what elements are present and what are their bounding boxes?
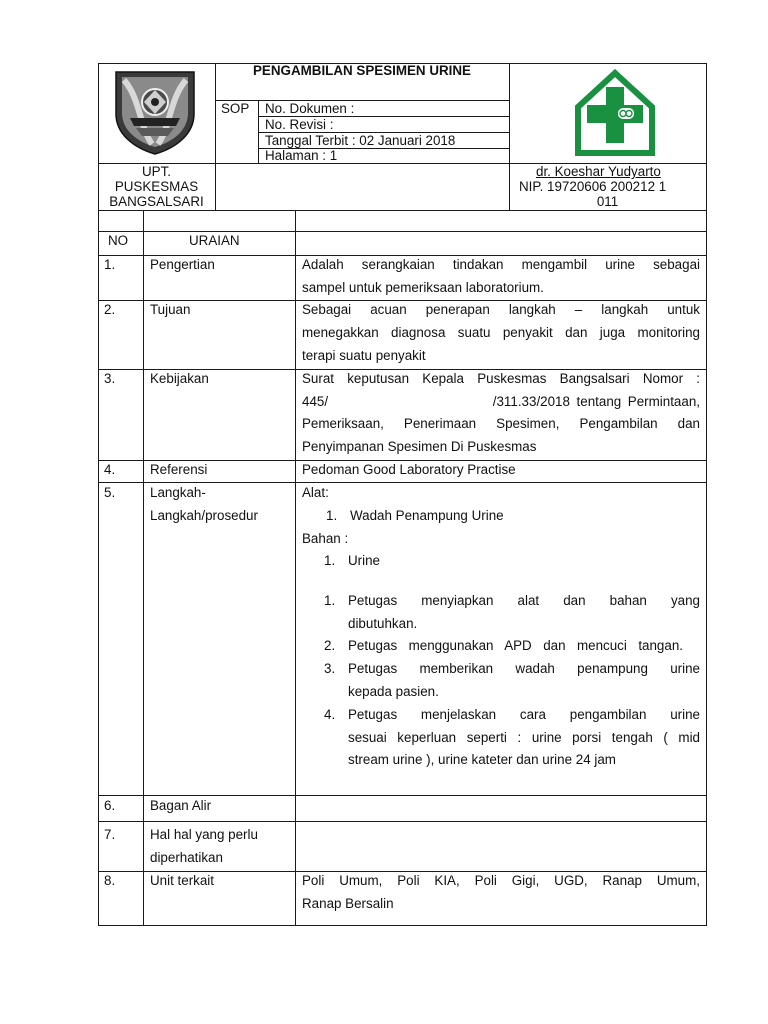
bahan-label: Bahan :	[302, 531, 349, 546]
row-label: Kebijakan	[150, 371, 209, 386]
no-dokumen-field: No. Dokumen :	[265, 101, 355, 116]
row-text-line: Surat keputusan Kepala Puskesmas Bangsalsari Nomor :	[302, 371, 700, 386]
signer-name: dr. Koeshar Yudyarto	[536, 164, 661, 179]
row-label: Referensi	[150, 462, 208, 477]
row-text-line: Ranap Bersalin	[302, 896, 394, 911]
alat-item: Wadah Penampung Urine	[350, 508, 504, 523]
no-revisi-field: No. Revisi :	[265, 117, 334, 132]
sop-label: SOP	[221, 101, 250, 116]
step-text: Petugas menjelaskan cara pengambilan urine	[348, 707, 700, 722]
row-text-line: Adalah serangkaian tindakan mengambil urine sebagai	[302, 257, 700, 272]
row-number: 5.	[104, 485, 116, 500]
step-text: Petugas memberikan wadah penampung urine	[348, 661, 700, 676]
signer-nip-cont: 011	[596, 194, 619, 209]
document-title: PENGAMBILAN SPESIMEN URINE	[253, 63, 471, 78]
row-label: Unit terkait	[150, 873, 214, 888]
org-name-line3: BANGSALSARI	[109, 194, 204, 209]
step-text: sesuai keperluan seperti : urine porsi tengah ( mid	[348, 730, 700, 745]
row-text-line: Sebagai acuan penerapan langkah – langkah untuk	[302, 302, 700, 317]
row-label: Bagan Alir	[150, 798, 212, 813]
alat-item-number: 1.	[326, 508, 338, 523]
org-name-line1: UPT.	[141, 164, 172, 179]
row-text-line: Pedoman Good Laboratory Practise	[302, 462, 516, 477]
tanggal-terbit-field: Tanggal Terbit : 02 Januari 2018	[265, 133, 456, 148]
row-number: 1.	[104, 257, 116, 272]
row-number: 4.	[104, 462, 116, 477]
row-number: 2.	[104, 302, 116, 317]
row-text-line: 445/ /311.33/2018 tentang Permintaan,	[302, 394, 700, 409]
row-label: Pengertian	[150, 257, 215, 272]
row-label: Tujuan	[150, 302, 191, 317]
col-header-no: NO	[108, 233, 129, 248]
row-number: 8.	[104, 873, 116, 888]
row-label: Langkah-	[150, 485, 206, 500]
row-label-cont: diperhatikan	[150, 850, 223, 865]
row-text-line: Penyimpanan Spesimen Di Puskesmas	[302, 439, 537, 454]
row-text-line: Poli Umum, Poli KIA, Poli Gigi, UGD, Ranap Umum,	[302, 873, 700, 888]
step-text: Petugas menyiapkan alat dan bahan yang	[348, 593, 700, 608]
step-number: 4.	[324, 707, 336, 722]
step-number: 1.	[324, 593, 336, 608]
row-text-line: Pemeriksaan, Penerimaan Spesimen, Pengambilan dan	[302, 416, 700, 431]
step-text: Petugas menggunakan APD dan mencuci tangan.	[348, 638, 683, 653]
row-text-line: menegakkan diagnosa suatu penyakit dan juga monitoring	[302, 325, 700, 340]
puskesmas-logo-icon	[568, 67, 662, 159]
step-text: stream urine ), urine kateter dan urine 24 jam	[348, 752, 616, 767]
halaman-field: Halaman : 1	[265, 148, 338, 163]
step-text: dibutuhkan.	[348, 616, 418, 631]
row-text-line: sampel untuk pemeriksaan laboratorium.	[302, 280, 544, 295]
row-number: 7.	[104, 827, 116, 842]
signer-nip: NIP. 19720606 200212 1	[519, 179, 667, 194]
regional-emblem-icon	[110, 68, 200, 156]
row-text-line: terapi suatu penyakit	[302, 348, 426, 363]
alat-label: Alat:	[302, 485, 329, 500]
bahan-item-number: 1.	[324, 553, 336, 568]
org-name-line2: PUSKESMAS	[114, 179, 199, 194]
col-header-uraian: URAIAN	[189, 233, 240, 248]
row-label: Hal hal yang perlu	[150, 827, 258, 842]
step-number: 3.	[324, 661, 336, 676]
bahan-item: Urine	[348, 553, 380, 568]
row-number: 6.	[104, 798, 116, 813]
row-number: 3.	[104, 371, 116, 386]
step-text: kepada pasien.	[348, 684, 439, 699]
row-label-cont: Langkah/prosedur	[150, 508, 258, 523]
step-number: 2.	[324, 638, 336, 653]
